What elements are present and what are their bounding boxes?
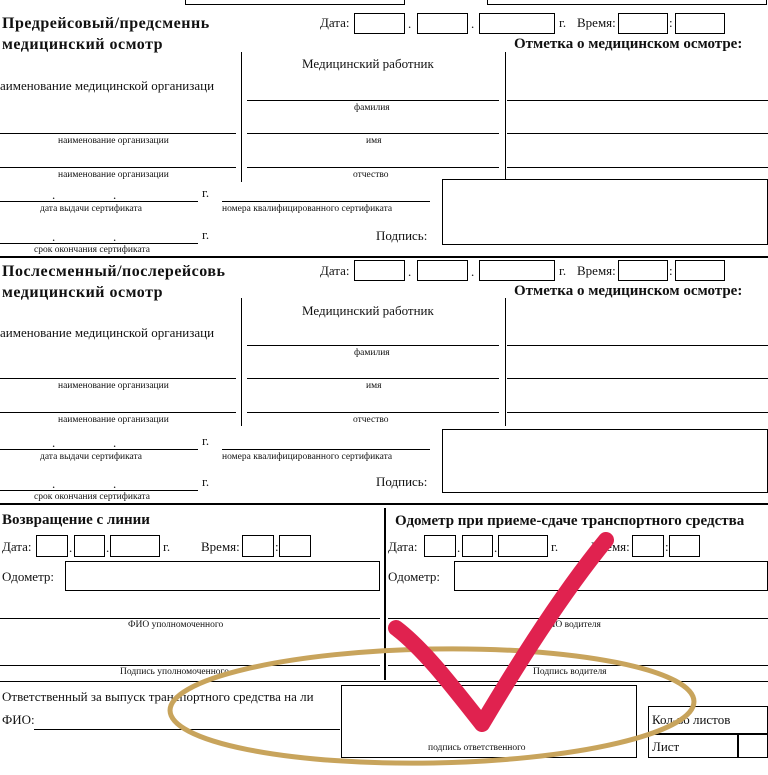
pre-cert-number-caption: номера квалифицированного сертификата	[222, 204, 393, 214]
post-org-name-label: аименование медицинской организаци	[0, 325, 215, 340]
post-name-caption: имя	[366, 381, 382, 391]
odo-title: Одометр при приеме-сдаче транспортного средства	[395, 513, 745, 529]
post-medworker-label: Медицинский работник	[302, 303, 434, 318]
colon: :	[275, 539, 279, 554]
post-time-label: Время:	[577, 263, 616, 278]
odo-fio-caption: ФИО водителя	[541, 620, 601, 630]
odo-date-day[interactable]	[424, 535, 456, 557]
pre-name-caption: имя	[366, 136, 382, 146]
post-org-caption-1: наименование организации	[58, 381, 169, 391]
pre-surname-line	[247, 100, 499, 101]
post-date-month[interactable]	[417, 260, 468, 281]
pre-org-line-1	[0, 133, 236, 134]
return-odometer-field[interactable]	[65, 561, 380, 591]
odo-date-g: г.	[551, 539, 559, 554]
dot: .	[69, 540, 73, 555]
dot: .	[408, 264, 412, 279]
sheets-count-label: Кол-во листов	[652, 712, 731, 727]
post-cert-date-caption: дата выдачи сертификата	[40, 452, 143, 462]
footer-fio-label: ФИО:	[2, 712, 35, 727]
dot: .	[494, 540, 498, 555]
dot: .	[52, 187, 56, 202]
post-col-divider-2	[505, 298, 506, 426]
pre-cert-number-line	[222, 201, 430, 202]
pre-col-divider-1	[241, 52, 242, 182]
post-mark-line-3	[507, 412, 768, 413]
return-sign-line	[0, 665, 380, 666]
pre-signature-label: Подпись:	[376, 228, 428, 243]
pre-time-label: Время:	[577, 15, 616, 30]
return-sign-caption: Подпись уполномоченного	[120, 667, 229, 677]
pre-expiry-line	[0, 243, 198, 244]
post-signature-label: Подпись:	[376, 474, 428, 489]
return-date-month[interactable]	[74, 535, 105, 557]
post-mark-line-1	[507, 345, 768, 346]
responsible-signature-caption: подпись ответственного	[428, 743, 526, 753]
pre-date-day[interactable]	[354, 13, 405, 34]
footer-fio-line	[34, 729, 340, 730]
return-fio-caption: ФИО уполномоченного	[128, 620, 224, 630]
odo-time-label: Время:	[591, 539, 630, 554]
post-cert-number-line	[222, 449, 430, 450]
odo-sign-line	[388, 665, 768, 666]
section-divider-1	[0, 256, 768, 258]
pre-org-name-label: аименование медицинской организаци	[0, 78, 215, 93]
post-mark-line-2	[507, 378, 768, 379]
post-expiry-caption: срок окончания сертификата	[34, 492, 150, 502]
odo-fio-line	[388, 618, 768, 619]
section-vertical-divider	[384, 508, 386, 680]
section-divider-2	[0, 503, 768, 505]
post-cert-date-line	[0, 449, 198, 450]
responsible-label: Ответственный за выпуск транспортного средства на ли	[2, 689, 314, 704]
dot: .	[113, 229, 117, 244]
pre-surname-caption: фамилия	[354, 103, 390, 113]
pre-org-line-2	[0, 167, 236, 168]
odo-date-year[interactable]	[498, 535, 548, 557]
post-stamp-box[interactable]	[442, 429, 768, 493]
pre-date-month[interactable]	[417, 13, 468, 34]
pre-cert-date-line	[0, 201, 198, 202]
post-col-divider-1	[241, 298, 242, 426]
dot: .	[457, 540, 461, 555]
return-date-label: Дата:	[2, 539, 32, 554]
odo-date-month[interactable]	[462, 535, 493, 557]
odo-odometer-label: Одометр:	[388, 569, 441, 584]
pre-patronymic-line	[247, 167, 499, 168]
odo-time-minutes[interactable]	[669, 535, 700, 557]
post-date-g: г.	[559, 263, 567, 278]
pre-title-line2: медицинский осмотр	[2, 36, 164, 53]
post-expiry-g: г.	[202, 474, 210, 489]
pre-medworker-label: Медицинский работник	[302, 56, 434, 71]
dot: .	[113, 476, 117, 491]
dot: .	[52, 229, 56, 244]
pre-stamp-box[interactable]	[442, 179, 768, 245]
sheet-number-value-box[interactable]	[738, 734, 768, 758]
dot: .	[471, 16, 475, 31]
dot: .	[106, 540, 110, 555]
dot: .	[408, 16, 412, 31]
pre-name-line	[247, 133, 499, 134]
return-date-year[interactable]	[110, 535, 160, 557]
pre-title-line1: Предрейсовый/предсменнь	[2, 15, 210, 32]
post-cert-g: г.	[202, 433, 210, 448]
odo-date-label: Дата:	[388, 539, 418, 554]
dot: .	[471, 264, 475, 279]
colon: :	[669, 263, 673, 278]
odo-sign-caption: Подпись водителя	[533, 667, 607, 677]
top-partial-box-right	[487, 0, 767, 5]
post-expiry-line	[0, 490, 198, 491]
post-date-label: Дата:	[320, 263, 350, 278]
return-fio-line	[0, 618, 380, 619]
pre-mark-line-2	[507, 133, 768, 134]
pre-mark-line-1	[507, 100, 768, 101]
post-org-line-2	[0, 412, 236, 413]
pre-patronymic-caption: отчество	[353, 170, 389, 180]
pre-mark-title: Отметка о медицинском осмотре:	[514, 36, 743, 52]
post-title-line1: Послесменный/послерейсовь	[2, 263, 226, 280]
return-time-minutes[interactable]	[279, 535, 311, 557]
return-date-g: г.	[163, 539, 171, 554]
pre-org-caption-1: наименование организации	[58, 136, 169, 146]
return-date-day[interactable]	[36, 535, 68, 557]
odo-time-hours[interactable]	[632, 535, 664, 557]
dot: .	[113, 187, 117, 202]
post-surname-caption: фамилия	[354, 348, 390, 358]
colon: :	[665, 539, 669, 554]
return-odometer-label: Одометр:	[2, 569, 55, 584]
pre-date-label: Дата:	[320, 15, 350, 30]
post-patronymic-caption: отчество	[353, 415, 389, 425]
pre-time-minutes[interactable]	[675, 13, 725, 34]
post-patronymic-line	[247, 412, 499, 413]
post-name-line	[247, 378, 499, 379]
pre-expiry-g: г.	[202, 227, 210, 242]
pre-cert-date-caption: дата выдачи сертификата	[40, 204, 143, 214]
top-partial-box-left	[185, 0, 405, 5]
dot: .	[52, 476, 56, 491]
dot: .	[52, 435, 56, 450]
post-time-minutes[interactable]	[675, 260, 725, 281]
post-date-day[interactable]	[354, 260, 405, 281]
return-title: Возвращение с линии	[2, 512, 150, 528]
pre-col-divider-2	[505, 52, 506, 182]
post-org-line-1	[0, 378, 236, 379]
pre-org-caption-2: наименование организации	[58, 170, 169, 180]
sheet-label: Лист	[652, 739, 680, 754]
pre-date-year[interactable]	[479, 13, 555, 34]
post-cert-number-caption: номера квалифицированного сертификата	[222, 452, 393, 462]
post-surname-line	[247, 345, 499, 346]
colon: :	[669, 15, 673, 30]
odo-odometer-field[interactable]	[454, 561, 768, 591]
post-date-year[interactable]	[479, 260, 555, 281]
post-time-hours[interactable]	[618, 260, 668, 281]
pre-date-g: г.	[559, 15, 567, 30]
pre-time-hours[interactable]	[618, 13, 668, 34]
dot: .	[113, 435, 117, 450]
return-time-label: Время:	[201, 539, 240, 554]
post-org-caption-2: наименование организации	[58, 415, 169, 425]
pre-cert-g: г.	[202, 185, 210, 200]
return-time-hours[interactable]	[242, 535, 274, 557]
post-title-line2: медицинский осмотр	[2, 284, 164, 301]
pre-mark-line-3	[507, 167, 768, 168]
pre-expiry-caption: срок окончания сертификата	[34, 245, 150, 255]
post-mark-title: Отметка о медицинском осмотре:	[514, 283, 743, 299]
footer-top-line	[0, 681, 768, 682]
